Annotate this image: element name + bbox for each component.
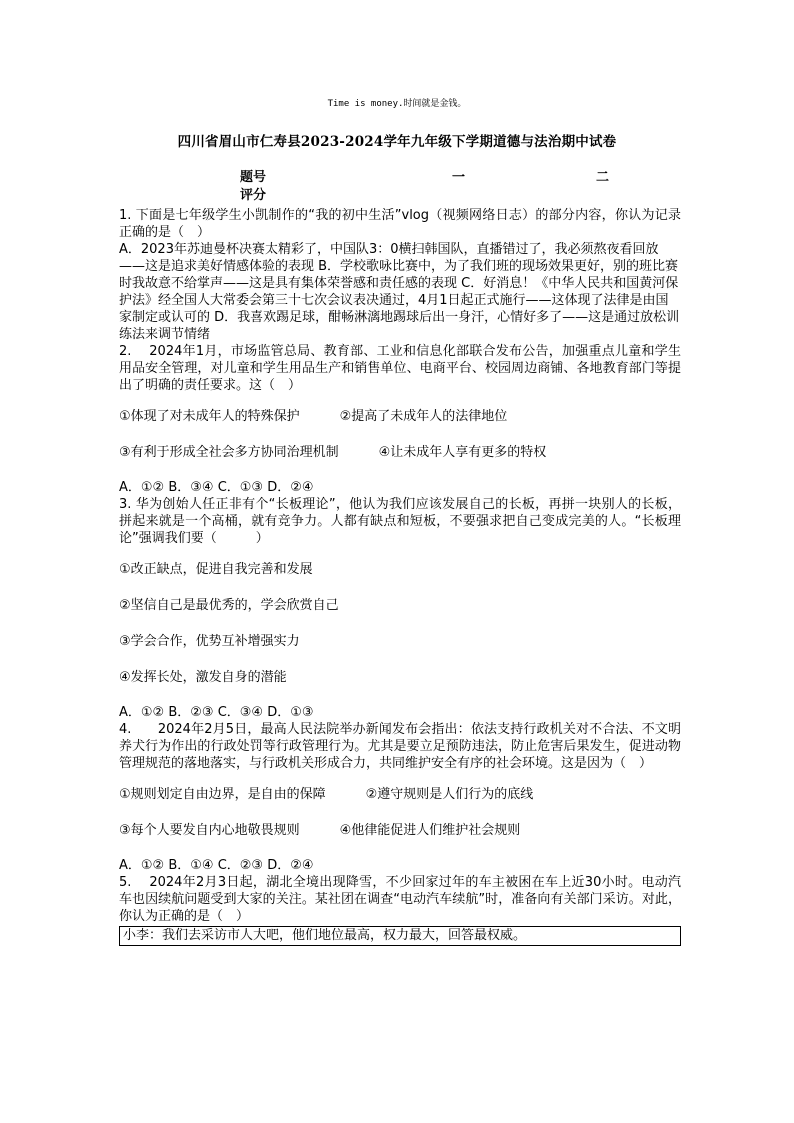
- question-4-statement-2: ②遵守规则是人们行为的底线: [365, 787, 534, 802]
- question-2-statements-row-2: [119, 430, 681, 466]
- question-2-stem: 2. 2024年1月，市场监管总局、教育部、工业和信息化部联合发布公告，加强重点儿童和学生用品安全管理，对儿童和学生用品生产和销售单位、电商平台、校园周边商铺、各地教育部门等提出了明确的责任要求。这（ ）: [119, 344, 681, 393]
- question-4-statements-row-2: [119, 808, 681, 844]
- question-4-answers: A．①② B．①④ C．②③ D．②④: [119, 858, 314, 873]
- question-2-statement-3: ③有利于形成全社会多方协同治理机制: [119, 445, 339, 460]
- question-4-stem: 4. 2024年2月5日，最高人民法院举办新闻发布会指出：依法支持行政机关对不合法、不文明养犬行为作出的行政处罚等行政管理行为。尤其是要立足预防违法，防止危害后果发生，促进动物管理规范的落地落实，与行政机关形成合力，共同维护安全有序的社会环境。这是因为（ ）: [119, 722, 681, 771]
- question-3-statement-1: ①改正缺点，促进自我完善和发展: [119, 562, 313, 577]
- question-3-statement-3: ③学会合作，优势互补增强实力: [119, 634, 300, 649]
- score-table: [240, 166, 620, 202]
- score-header-label: 题号: [240, 170, 267, 185]
- question-5-stem: 5. 2024年2月3日起，湖北全境出现降雪，不少回家过年的车主被困在车上近30小时。电动汽车也因续航问题受到大家的关注。某社团在调查“电动汽车续航”时，准备向有关部门采访。对此，你认为正确的是（ ）: [119, 875, 681, 924]
- exam-title: 四川省眉山市仁寿县2023-2024学年九年级下学期道德与法治期中试卷: [177, 134, 617, 150]
- question-2-statement-2: ②提高了未成年人的法律地位: [339, 409, 508, 424]
- question-3-statement-4: ④发挥长处，激发自身的潜能: [119, 670, 287, 685]
- question-2-statement-1: ①体现了对未成年人的特殊保护: [119, 409, 300, 424]
- score-row-label: 评分: [240, 188, 267, 203]
- question-4-statement-4: ④他律能促进人们维护社会规则: [339, 823, 521, 838]
- question-5-quote-box: 小李：我们去采访市人大吧，他们地位最高，权力最大，回答最权威。: [119, 926, 681, 946]
- question-3-answers: A．①② B．②③ C．③④ D．①③: [119, 705, 314, 720]
- question-3-statement-2: ②坚信自己是最优秀的，学会欣赏自己: [119, 598, 339, 613]
- question-4-statements-row-1: [119, 772, 681, 808]
- question-4-statement-1: ①规则划定自由边界，是自由的保障: [119, 787, 326, 802]
- question-3-stem: 3. 华为创始人任正非有个“长板理论”，他认为我们应该发展自己的长板，再拼一块别人的长板，拼起来就是一个高桶，就有竞争力。人都有缺点和短板，不要强求把自己变成完美的人。“长板理论”强调我们要（ ）: [119, 497, 681, 546]
- score-header-section-one: 一: [452, 170, 466, 185]
- question-1-stem: 1. 下面是七年级学生小凯制作的“我的初中生活”vlog（视频网络日志）的部分内容，你认为记录正确的是（ ）: [119, 208, 681, 240]
- score-header-section-two: 二: [596, 170, 610, 185]
- exam-body: [119, 207, 681, 946]
- score-row-question-number: [240, 166, 620, 184]
- question-1-options: A．2023年苏迪曼杯决赛太精彩了，中国队3：0横扫韩国队，直播错过了，我必须熬夜看回放——这是追求美好情感体验的表现 B．学校歌咏比赛中，为了我们班的现场效果更好，别的班比赛时我故意不给掌声——这是具有集体荣誉感和责任感的表现 C．好消息！《中华人民共和国黄河保护法》经全国人大常委会第三十七次会议表决通过，4月1日起正式施行——这体现了法律是由国家制定或认可的 D．我喜欢踢足球，酣畅淋漓地踢球后出一身汗，心情好多了——这是通过放松训练法来调节情绪: [119, 242, 680, 342]
- question-4-statement-3: ③每个人要发自内心地敬畏规则: [119, 823, 300, 838]
- question-2-statement-4: ④让未成年人享有更多的特权: [378, 445, 547, 460]
- score-row-score: [240, 184, 620, 202]
- question-2-answers: A．①② B．③④ C．①③ D．②④: [119, 480, 314, 495]
- question-2-statements-row-1: [119, 394, 681, 430]
- header-motto: Time is money.时间就是金钱。: [327, 99, 467, 109]
